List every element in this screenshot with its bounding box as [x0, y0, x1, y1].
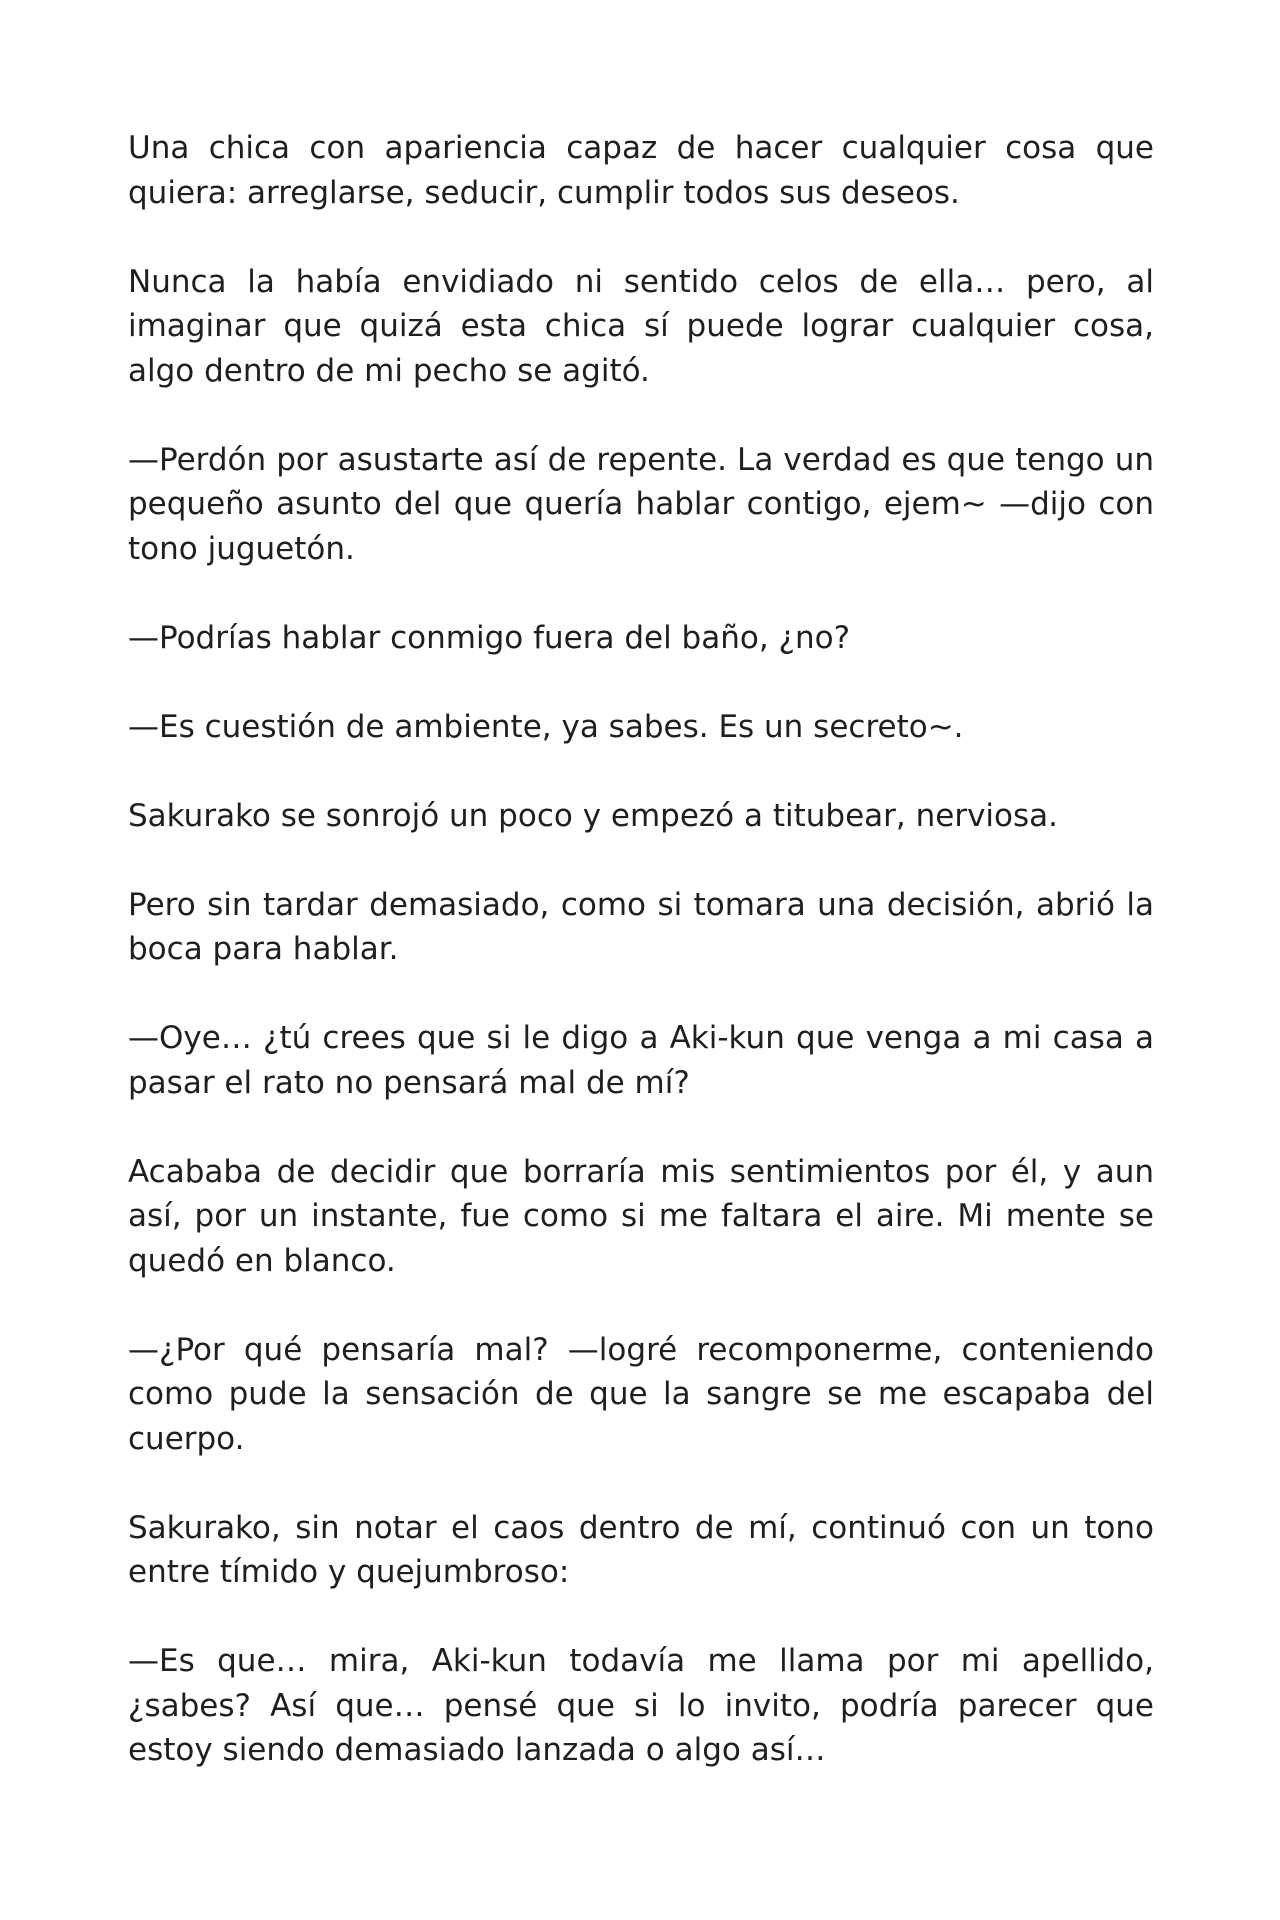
paragraph: —Es cuestión de ambiente, ya sabes. Es un secreto~.	[128, 708, 964, 745]
paragraph: —Es que… mira, Aki-kun todavía me llama por mi apellido, ¿sabes? Así que… pensé que si lo invito, podría parecer que estoy siendo demasiado lanzada o algo así…	[128, 1643, 1154, 1768]
paragraph: Acababa de decidir que borraría mis sentimientos por él, y aun así, por un instante, fue como si me faltara el aire. Mi mente se quedó en blanco.	[128, 1153, 1154, 1279]
paragraph: Una chica con apariencia capaz de hacer cualquier cosa que quiera: arreglarse, seducir, cumplir todos sus deseos.	[128, 130, 1154, 211]
paragraph: —Oye… ¿tú crees que si le digo a Aki-kun que venga a mi casa a pasar el rato no pensará mal de mí?	[128, 1020, 1154, 1101]
document-page	[128, 126, 1154, 1773]
paragraph: Sakurako se sonrojó un poco y empezó a titubear, nerviosa.	[128, 797, 1059, 834]
paragraph: Nunca la había envidiado ni sentido celos de ella… pero, al imaginar que quizá esta chica sí puede lograr cualquier cosa, algo dentro de mi pecho se agitó.	[128, 263, 1154, 389]
paragraph: Pero sin tardar demasiado, como si tomara una decisión, abrió la boca para hablar.	[128, 886, 1154, 967]
paragraph: —Perdón por asustarte así de repente. La verdad es que tengo un pequeño asunto del que quería hablar contigo, ejem~ —dijo con tono juguetón.	[128, 441, 1154, 567]
paragraph: —Podrías hablar conmigo fuera del baño, ¿no?	[128, 619, 851, 656]
paragraph: —¿Por qué pensaría mal? —logré recomponerme, conteniendo como pude la sensación de que la sangre se me escapaba del cuerpo.	[128, 1331, 1154, 1457]
paragraph: Sakurako, sin notar el caos dentro de mí, continuó con un tono entre tímido y quejumbroso:	[128, 1509, 1154, 1590]
